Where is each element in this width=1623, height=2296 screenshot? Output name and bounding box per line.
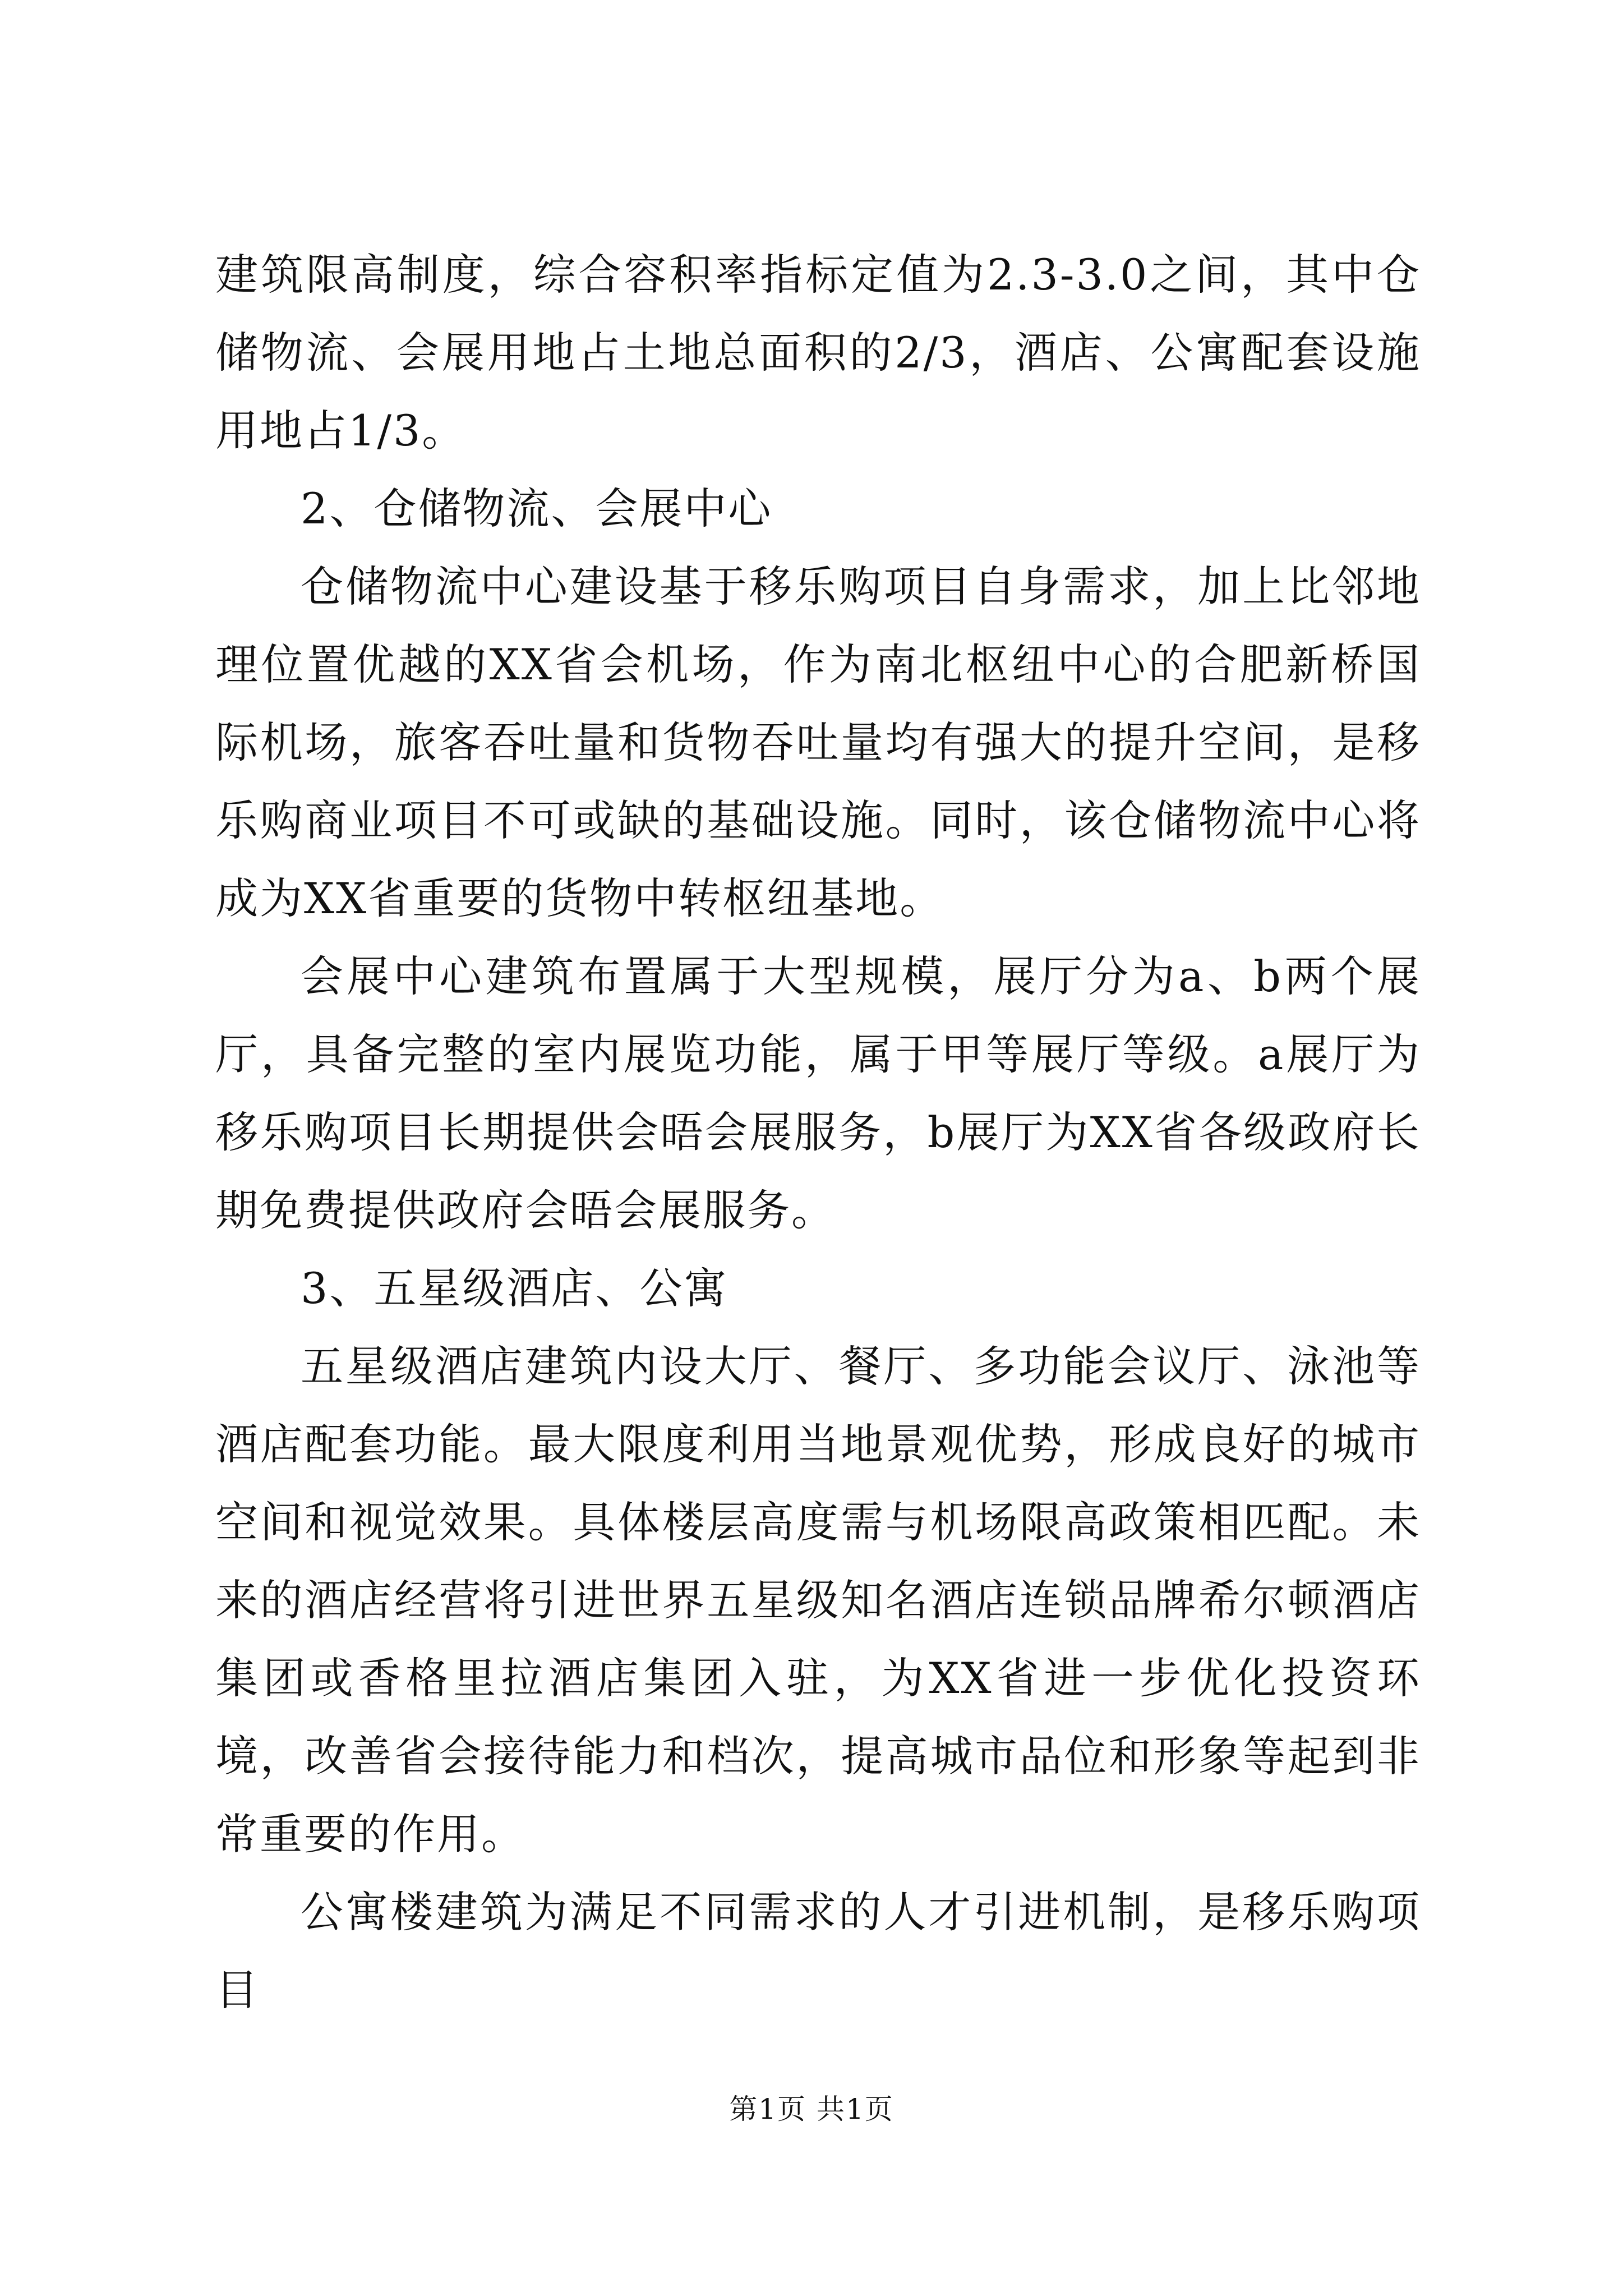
heading-hotel-apartment: 3、五星级酒店、公寓 [301,1263,728,1313]
heading-logistics-exhibition: 2、仓储物流、会展中心 [301,484,773,533]
document-body [215,236,1421,2029]
paragraph-logistics-center: 仓储物流中心建设基于移乐购项目自身需求，加上比邻地理位置优越的XX省会机场，作为南北枢纽中心的合肥新桥国际机场，旅客吞吐量和货物吞吐量均有强大的提升空间，是移乐购商业项目不可或缺的基础设施。同时，该仓储物流中心将成为XX省重要的货物中转枢纽基地。 [215,562,1421,923]
paragraph-hotel: 五星级酒店建筑内设大厅、餐厅、多功能会议厅、泳池等酒店配套功能。最大限度利用当地景观优势，形成良好的城市空间和视觉效果。具体楼层高度需与机场限高政策相匹配。未来的酒店经营将引进世界五星级知名酒店连锁品牌希尔顿酒店集团或香格里拉酒店集团入驻，为XX省进一步优化投资环境，改善省会接待能力和档次，提高城市品位和形象等起到非常重要的作用。 [215,1341,1421,1859]
paragraph-exhibition-center: 会展中心建筑布置属于大型规模，展厅分为a、b两个展厅，具备完整的室内展览功能，属于甲等展厅等级。a展厅为移乐购项目长期提供会晤会展服务，b展厅为XX省各级政府长期免费提供政府会晤会展服务。 [215,951,1421,1235]
paragraph-apartment: 公寓楼建筑为满足不同需求的人才引进机制，是移乐购项目 [215,1887,1421,2015]
paragraph-zoning-ratio: 建筑限高制度，综合容积率指标定值为2.3-3.0之间，其中仓储物流、会展用地占土地总面积的2/3，酒店、公寓配套设施用地占1/3。 [215,250,1421,455]
page-footer: 第1页 共1页 [729,2093,894,2125]
